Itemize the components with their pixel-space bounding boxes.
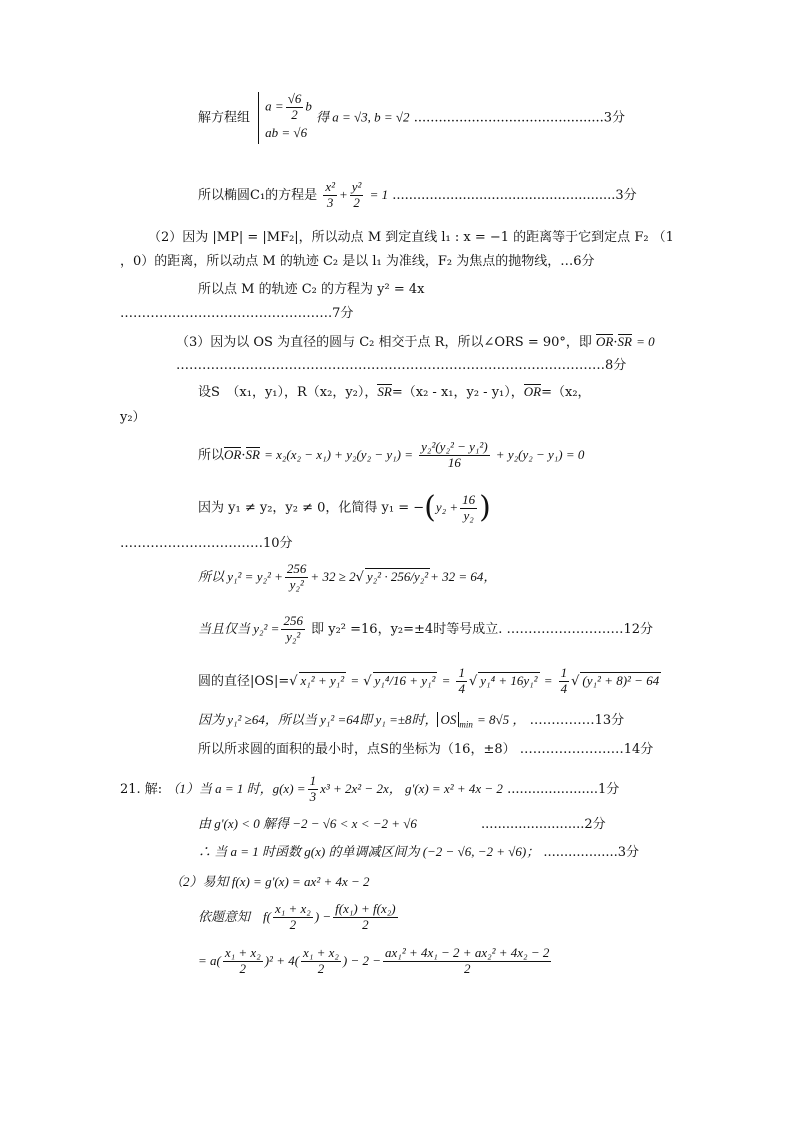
equation-system	[258, 92, 312, 144]
line-part3: （3）因为以 OS 为直径的圆与 C₂ 相交于点 R，所以∠ORS = 90°，即 OR·SR = 0	[176, 334, 655, 350]
frac-1-over-3: $\frac{1}{3}$	[309, 773, 317, 804]
line-parabola: 所以点 M 的轨迹 C₂ 的方程为 y² = 4x	[198, 282, 425, 297]
line-dot-product: 所以OR·SR = x₂(x₂ − x₁) + y₂(y₂ − y₁) = $\frac{\text{y₂²(y₂² − y₁²)}}{16}$ + y₂(y₂ − y₁) = 0	[198, 439, 585, 470]
line-solve-system	[198, 92, 625, 144]
frac-y2-over-2: $\frac{\text{y²}}{2}$	[351, 179, 362, 210]
line-score-7: ………………………………………….7分	[120, 306, 354, 321]
abs-os: OS	[437, 712, 459, 727]
problem-number: 21. 解:	[120, 781, 163, 797]
score-3b: ......................................................3分	[392, 187, 637, 203]
line-inequality: 所以 y₁² = y₂² + $\frac{256}{\text{y₂²}}$ + 32 ≥ 2√ y₂² · 256/y₂² + 32 = 64，	[198, 561, 497, 592]
line-simplify: 因为 y₁ ≠ y₂，y₂ ≠ 0，化简得 y₁ = −(y₂ + $\frac{16}{\text{y₂}}$ )	[198, 490, 491, 525]
line-set-points-cont: y₂）	[120, 410, 146, 425]
vector-sr: SR	[617, 334, 632, 349]
line-minimum: 因为 y₁² ≥64，所以当 y₁² =64即 y₁ =±8时， OS $_{min}$ = 8√5 ， ……………13分	[198, 712, 625, 730]
score-3a: ..............................................3分	[413, 110, 626, 126]
label-solve: 解方程组	[198, 110, 251, 126]
line-score-10: ……………………………10分	[120, 536, 293, 551]
line-part2-derivative: （2）易知 f(x) = g'(x) = ax² + 4x − 2	[170, 874, 370, 889]
line-part2-a: （2）因为 |MP| = |MF₂|，所以动点 M 到定直线 l₁ : x = −1 的距离等于它到定点 F₂ （1	[148, 230, 674, 245]
line-solve-derivative: 由 g'(x) < 0 解得 −2 − √6 < x < −2 + √6 .........................2分	[198, 816, 606, 832]
system-result: 得 a = √3, b = √2	[315, 109, 410, 125]
frac-256-over-y2sq: $\frac{256}{\text{y₂²}}$	[286, 561, 307, 592]
line-part2-b: ，0）的距离，所以动点 M 的轨迹 C₂ 是以 l₁ 为准线，F₂ 为焦点的抛物线，…6分	[120, 254, 595, 269]
system-eq1: a = $\frac{√6}{2}$ b	[265, 91, 312, 122]
frac-one-quarter: $\frac{1}{4}$	[458, 665, 465, 696]
line-diameter: 圆的直径|OS|=√ x₁² + y₁² = √ y₁⁴/16 + y₁² = $\frac{1}{4}$ √ y₁⁴ + 16y₁² = $\frac{1}{4}$ √ (y₁² + 8)² − 64	[198, 665, 660, 696]
line-problem21: 21. 解: （1）当 a = 1 时，g(x) = $\frac{1}{3}$ x³ + 2x² − 2x， g'(x) = x² + 4x − 2 ......................1分	[120, 773, 620, 804]
line-conclusion: 所以所求圆的面积的最小时，点S的坐标为（16，±8） ……………………14分	[198, 742, 654, 757]
frac-sqrt6-over-2: $\frac{√6}{2}$	[287, 91, 302, 122]
frac-dot-product: $\frac{\text{y₂²(y₂² − y₁²)}}{16}$	[421, 439, 488, 470]
frac-x2-over-3: $\frac{\text{x²}}{3}$	[325, 179, 335, 210]
line-ellipse-equation: 所以椭圆C₁的方程是 $\frac{\text{x²}}{3}$ + $\frac{\text{y²}}{2}$ = 1 ......................................................3分	[198, 179, 637, 210]
system-eq2: ab = √6	[265, 124, 308, 140]
line-equality-condition: 当且仅当 y₂² = $\frac{256}{\text{y₂²}}$ 即 y₂² =16，y₂=±4时等号成立. ………………………12分	[198, 613, 654, 644]
line-decreasing-interval: ∴ 当 a = 1 时函数 g(x) 的单调减区间为 (−2 − √6, −2 + √6)； ..................3分	[198, 844, 640, 860]
vector-or: OR	[596, 334, 614, 349]
line-score-8: ………………………………………………………………………………………8分	[176, 358, 627, 373]
line-expand: = a( $\frac{\text{x₁ + x₂}}{2}$ )² + 4( $\frac{\text{x₁ + x₂}}{2}$ ) − 2 − $\frac{\text{ax₁² + 4x₁ − 2 + ax₂² + 4x₂ − 2}}{2}$	[198, 945, 550, 976]
frac-16-over-y2: $\frac{16}{\text{y₂}}$	[462, 491, 476, 523]
line-set-points: 设S （x₁，y₁），R（x₂，y₂），SR=（x₂ - x₁，y₂ - y₁），OR=（x₂，	[198, 384, 591, 400]
line-according: 依题意知 f( $\frac{\text{x₁ + x₂}}{2}$ ) − $\frac{\text{f(x₁) + f(x₂)}}{2}$	[198, 901, 396, 932]
